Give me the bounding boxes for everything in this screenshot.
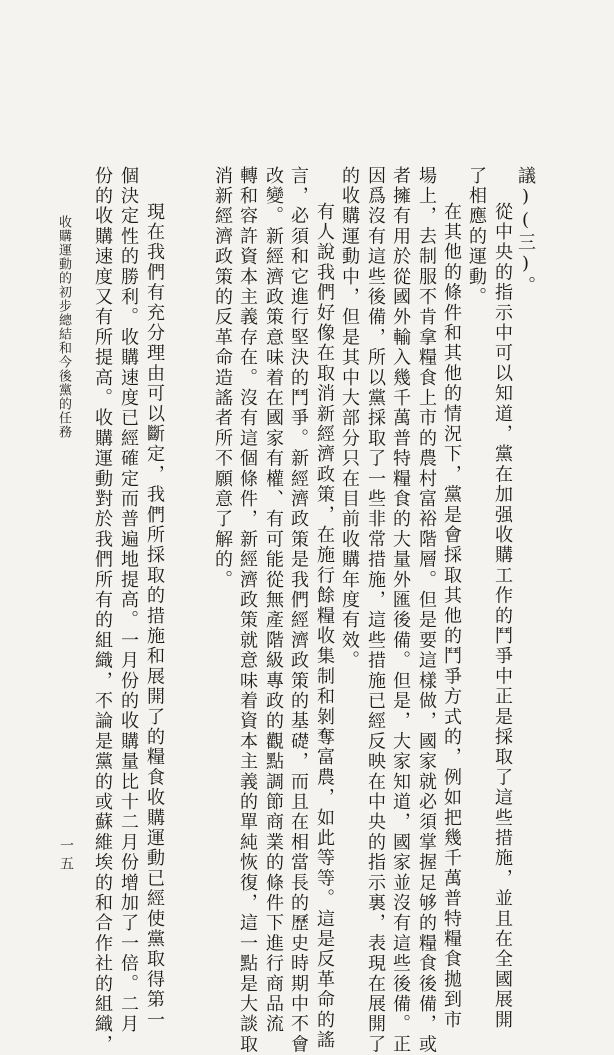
text-column: 議)(三)。 [515, 166, 536, 297]
text-column: 者擁有用於從國外輸入幾千萬普特糧食的大量外匯後備。但是，大家知道，國家並沒有這些後備。正 [390, 166, 411, 1055]
text-column: 在其他的條件和其他的情況下，黨是會採取其他的鬥爭方式的，例如把幾千萬普特糧食拋到市 [441, 202, 462, 1031]
text-column: 從中央的指示中可以知道，黨在加强收購工作的鬥爭中正是採取了這些措施，並且在全國展開 [492, 202, 513, 1031]
text-column: 現在我們有充分理由可以斷定，我們所採取的措施和展開了的糧食收購運動已經使黨取得第一 [144, 202, 165, 1031]
page-number: 一五 [58, 838, 74, 874]
text-column: 轉和容許資本主義存在。沒有這個條件，新經濟政策就意味着資本主義的單純恢復，這一點是大談取 [237, 166, 258, 1055]
text-column: 言，必須和它進行堅決的鬥爭。新經濟政策是我們經濟政策的基礎，而且在相當長的歷史時期中不會 [288, 166, 309, 1055]
text-column: 的收購運動中，但是其中大部分只在目前收購年度有效。 [339, 166, 360, 671]
text-column: 個決定性的勝利。收購速度已經確定而普遍地提高。一月份的收購量比十二月份增加了一倍。二月 [118, 166, 139, 1035]
running-title: 收購運動的初步總結和今後黨的任務 [56, 215, 71, 439]
text-column: 有人說我們好像在取消新經濟政策，在施行餘糧收集制和剝奪富農，如此等等。這是反革命的謠 [314, 202, 335, 1051]
text-column: 場上，去制服不肯拿糧食上市的農村富裕階層。但是要這樣做，國家就必須掌握足够的糧食後備，或 [416, 166, 437, 1055]
text-column: 因爲沒有這些後備，所以黨採取了一些非常措施，這些措施已經反映在中央的指示裏，表現在展開了 [365, 166, 386, 1055]
text-column: 改變。新經濟政策意味着在國家有權、有可能從無產階級專政的觀點調節商業的條件下進行商品流 [263, 166, 284, 1035]
text-column: 消新經濟政策的反革命造謠者所不願意了解的。 [212, 166, 233, 591]
text-column: 份的收購速度又有所提高。收購運動對於我們所有的組織，不論是黨的或蘇維埃的和合作社的組織， [92, 166, 113, 1055]
text-column: 了相應的運動。 [466, 166, 487, 308]
